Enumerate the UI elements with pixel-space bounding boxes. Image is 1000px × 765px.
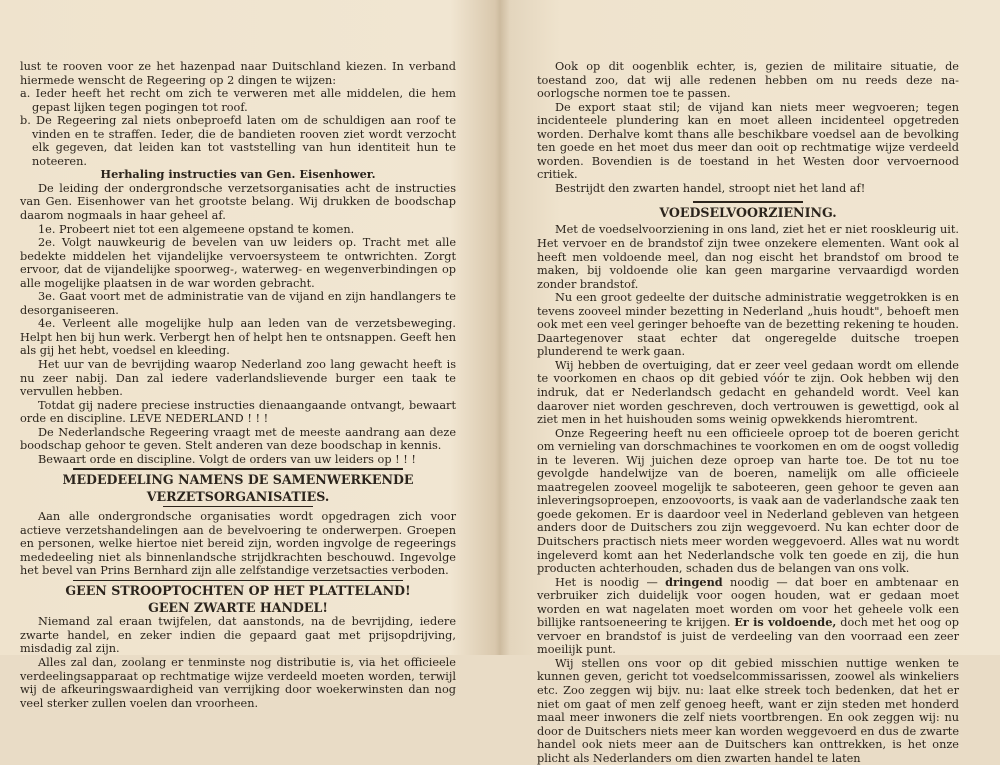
paragraph-noodig <box>537 576 959 657</box>
list-item-a: a. Ieder heeft het recht om zich te verweren met alle middelen, die hem gepast lijken tegen pogingen tot roof. <box>20 87 456 114</box>
subheading-eisenhower: Herhaling instructies van Gen. Eisenhower. <box>100 167 376 182</box>
heading-strooptochten-line1: GEEN STROOPTOCHTEN OP HET PLATTELAND! <box>65 583 411 599</box>
paragraph: De leiding der ondergrondsche verzetsorganisaties acht de instructies van Gen. Eisenhower van het grootste belang. Wij drukken de boodschap daarom nogmaals in haar geheel af. <box>20 181 456 223</box>
divider-line <box>73 580 403 581</box>
paragraph: Aan alle ondergrondsche organisaties wordt opgedragen zich voor actieve verzetshandelingen aan de bevelvoering te onderwerpen. Groepen en personen, welke hiertoe niet bereid zijn, worden ingvolge de regeerings mededeeling niet als binnenlandsche strijdkrachten beschouwd. Ingevolge het bevel van Prins Bernhard zijn alle zelfstandige verzetsacties verboden. <box>20 510 456 578</box>
divider-line <box>73 468 403 469</box>
paragraph: Wij stellen ons voor op dit gebied misschien nuttige wenken te kunnen geven, gericht tot voedselcommissarissen, zoowel als winkeliers etc. Zoo zeggen wij bijv. nu: laat elke streek toch bedenken, dat het er niet om gaat of men zelf genoeg heeft, want er zijn steden met honderd maal meer inwoners die zelf niets voortbrengen. En ook zeggen wij: nu door de Duitschers niets meer kan worden weggevoerd en dus de zwarte handel ook niets meer aan de Duitschers kan onttrekken, is het onze plicht als Nederlanders om dien zwarten handel te laten <box>537 656 959 765</box>
paragraph: Totdat gij nadere preciese instructies dienaangaande ontvangt, bewaart orde en discipline. LEVE NEDERLAND ! ! ! <box>20 398 456 426</box>
paragraph: De Nederlandsche Regeering vraagt met de meeste aandrang aan deze boodschap gehoor te geven. Stelt anderen van deze boodschap in kennis. <box>20 425 456 453</box>
paragraph: Nu een groot gedeelte der duitsche administratie weggetrokken is en tevens zooveel minder bezetting in Nederland „huis houdt", behoeft men ook met een veel geringer behoefte van de bezetting rekening te houden. Daartegenover staat echter dat ongeregelde duitsche troepen plunderend te werk gaan. <box>537 291 959 359</box>
text-run: doch met het oog op vervoer en brandstof is juist de verdeeling van den voorraad een zeer moeilijk punt. <box>537 616 959 657</box>
paragraph: Ook op dit oogenblik echter, is, gezien de militaire situatie, de toestand zoo, dat wij alle redenen hebben om nu reeds deze na-oorlogsche normen toe te passen. <box>537 60 959 101</box>
paragraph: Alles zal dan, zoolang er tenminste nog distributie is, via het officieele verdeelingsapparaat op rechtmatige wijze verdeeld moeten worden, terwijl wij de afkeuringswaardigheid van verrijking door woekerwinsten dan nog veel sterker zullen voelen dan vroorheen. <box>20 655 456 710</box>
instruction-1: 1e. Probeert niet tot een algemeene opstand te komen. <box>38 222 355 236</box>
list-item-b: b. De Regeering zal niets onbeproefd laten om de schuldigen aan roof te vinden en te straffen. Ieder, die de bandieten rooven ziet wordt verzocht elk gegeven, dat leiden kan tot vaststelling van hun identiteit hun te noteeren. <box>20 114 456 168</box>
emphasis-dringend: dringend <box>665 574 723 589</box>
emphasis-voldoende: Er is voldoende, <box>734 615 837 630</box>
paragraph: De export staat stil; de vijand kan niets meer wegvoeren; tegen incidenteele plundering kan en moet alleen incidenteel opgetreden worden. Derhalve komt thans alle beschikbare voedsel aan de bevolking ten goede en het moet dus meer dan ooit op rechtmatige wijze verdeeld worden. Bovendien is de toestand in het Westen door vervoernood critiek. <box>537 100 959 182</box>
paragraph: Bewaart orde en discipline. Volgt de orders van uw leiders op ! ! ! <box>38 452 416 466</box>
paragraph: lust te rooven voor ze het hazenpad naar Duitschland kiezen. In verband hiermede wenscht de Regeering op 2 dingen te wijzen: <box>20 60 456 87</box>
heading-voedselvoorziening: VOEDSELVOORZIENING. <box>659 204 837 220</box>
paragraph: Wij hebben de overtuiging, dat er zeer veel gedaan wordt om ellende te voorkomen en chaos op dit gebied vóór te zijn. Ook hebben wij den indruk, dat er Nederlandsch gedacht en gehandeld wordt. Veel kan daarover niet worden geschreven, doch vertrouwen is gewettigd, ook al ziet men in het huishouden soms weinig opwekkends hieromtrent. <box>537 358 959 427</box>
divider-line <box>163 506 313 507</box>
paragraph: Onze Regeering heeft nu een officieele oproep tot de boeren gericht om vernieling van dorschmachines te voorkomen en om de oogst volledig in te leveren. Wij juichen deze oproep van harte toe. De tot nu toe gevolgde handelwijze van de boeren, namelijk om alle officieele maatregelen zooveel mogelijk te saboteeren, geen gehoor te geven aan inleveringsoproepen, enzoovoorts, is vaak aan de vaderlandsche zaak ten goede gekomen. Er is daardoor veel in Nederland gebleven van hetgeen anders door de Duitschers zou zijn weggevoerd. Nu kan echter door de Duitschers practisch niets meer worden weggevoerd. Alles wat nu wordt ingeleverd komt aan het Nederlandsche volk ten goede en zij, die hun producten achterhouden, schaden dus de belangen van ons volk. <box>537 426 959 576</box>
heading-mededeeling-line1: MEDEDEELING NAMENS DE SAMENWERKENDE <box>62 471 414 487</box>
text-run: Het is noodig — <box>555 575 666 589</box>
instruction-4: 4e. Verleent alle mogelijke hulp aan leden van de verzetsbeweging. Helpt hen bij hun werk. Verbergt hen of helpt hen te ontsnappen. Geeft hen als gij het hebt, voedsel en kleeding. <box>20 317 456 358</box>
paragraph: Niemand zal eraan twijfelen, dat aanstonds, na de bevrijding, iedere zwarte handel, en zeker indien die gepaard gaat met prijsopdrijving, misdadig zal zijn. <box>20 615 456 656</box>
divider-line <box>693 201 803 202</box>
text-run: noodig — dat boer en ambtenaar en verbruiker zich duidelijk voor oogen houden, wat er gedaan moet worden en wat nagelaten moet worden om voor het geheele volk een billijke rantsoeneering te krijgen. <box>537 575 959 630</box>
heading-strooptochten-line2: GEEN ZWARTE HANDEL! <box>148 600 328 616</box>
paragraph: Het uur van de bevrijding waarop Nederland zoo lang gewacht heeft is nu zeer nabij. Dan zal iedere vaderlandslievende burger een taak te vervullen hebben. <box>20 358 456 399</box>
paragraph: Bestrijdt den zwarten handel, stroopt niet het land af! <box>555 181 866 195</box>
paragraph: Met de voedselvoorziening in ons land, ziet het er niet rooskleurig uit. Het vervoer en de brandstof zijn twee onzekere elementen. Want ook al heeft men voldoende meel, dan nog eischt het brandstof om brood te maken, bij voldoende olie kan geen margarine vervaardigd worden zonder brandstof. <box>537 223 959 291</box>
instruction-3: 3e. Gaat voort met de administratie van de vijand en zijn handlangers te desorganiseeren. <box>20 290 456 317</box>
instruction-2: 2e. Volgt nauwkeurig de bevelen van uw leiders op. Tracht met alle bedekte middelen het vijandelijke vervoersysteem te ontwrichten. Zorgt ervoor, dat de vijandelijke spoorweg-, waterweg- en wegenverbindingen op alle mogelijke plaatsen in de war worden gebracht. <box>20 236 456 290</box>
right-page <box>537 60 959 765</box>
left-page <box>20 60 456 710</box>
heading-mededeeling-line2: VERZETSORGANISATIES. <box>146 488 330 504</box>
